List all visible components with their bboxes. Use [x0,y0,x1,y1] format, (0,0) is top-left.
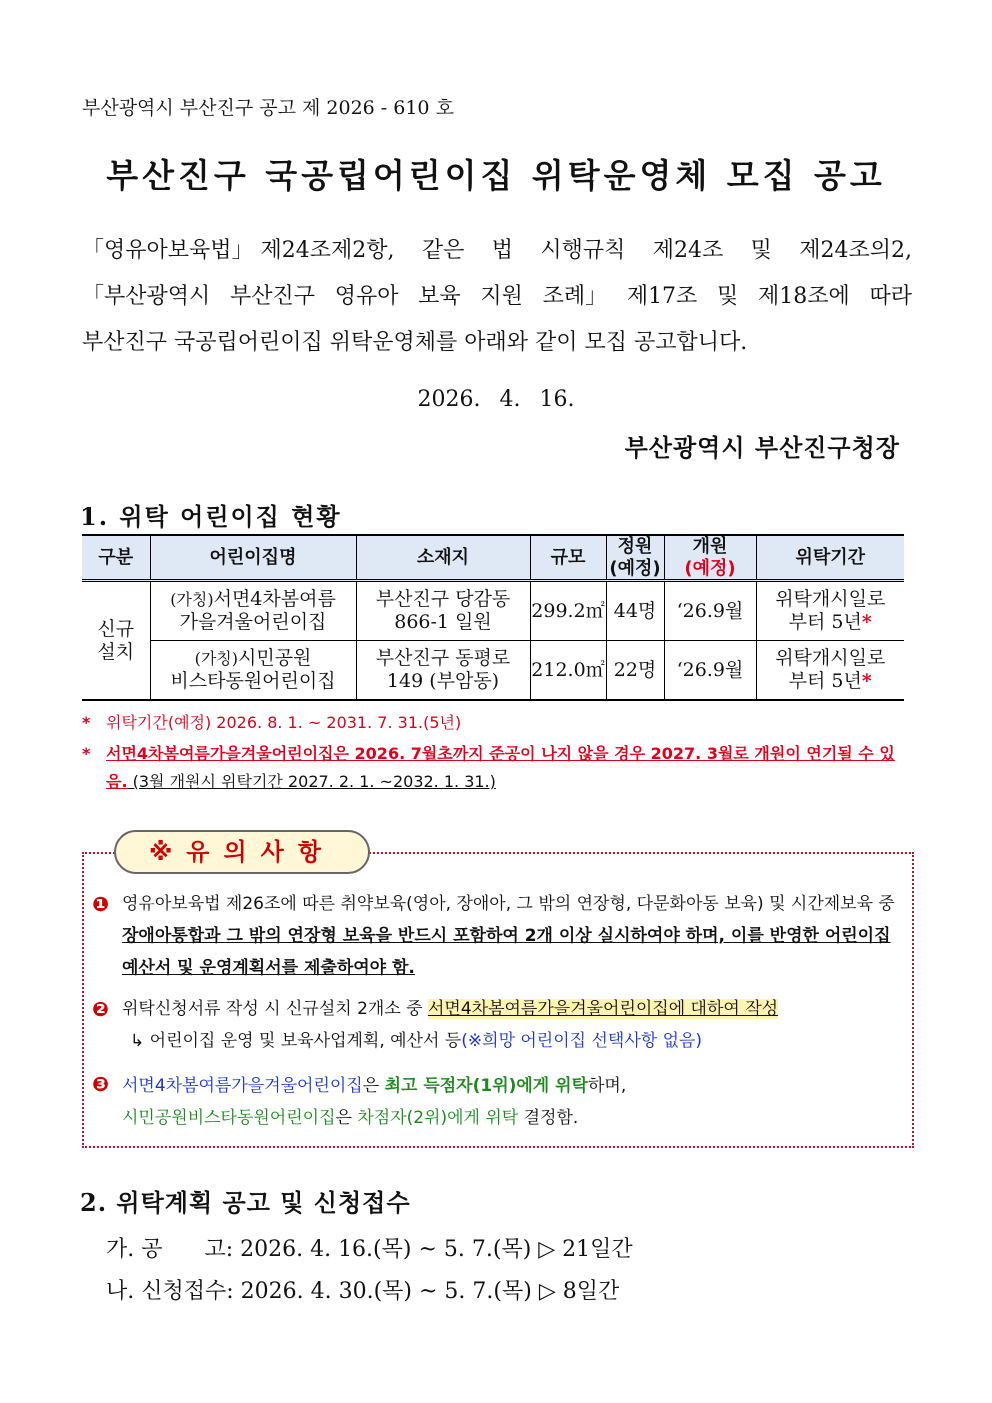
intro-word: 제24조의2, [799,238,912,263]
category-cell [82,581,150,701]
location-line-2: 866-1 일원 [394,611,492,634]
location-line-2: 149 (부암동) [386,670,500,693]
intro-word: 법 [491,238,513,263]
intro-word: 같은 [421,238,465,263]
name-line-1: 서면4차봄여름 [213,588,336,611]
category-line-2: 설치 [97,640,135,663]
intro-paragraph [82,228,912,366]
period-line-1: 위탁개시일로 [775,647,886,670]
notice-item-3 [92,1068,910,1134]
intro-word: 제24조 [652,238,724,263]
period-star: * [861,611,872,634]
intro-word: 시행규칙 [540,238,626,263]
notice-item-3-daycare-2: 시민공원비스타동원어린이집 [122,1108,336,1128]
bullet-1-icon: ❶ [92,892,109,916]
intro-word: 「부산광역시 [82,284,211,309]
footnote-mark: * [82,744,91,763]
header-opening-1: 개원 [692,536,728,557]
sub-arrow-icon: ↳ [130,1031,145,1051]
daycare-table [82,534,904,701]
name-prefix: (가칭) [170,590,214,610]
page-title: 부산진구 국공립어린이집 위탁운영체 모집 공고 [106,156,886,195]
header-location: 소재지 [356,535,530,581]
location-line-1: 부산진구 동평로 [375,647,511,670]
intro-word: 따라 [869,284,912,309]
notice-item-3-mid-2: 은 [335,1108,358,1128]
table-header-row [82,535,904,581]
table-row [82,581,904,641]
header-capacity [606,535,664,581]
location-cell [356,581,530,641]
intro-word: 영유아 [334,284,399,309]
intro-word: 및 [717,284,739,309]
schedule-item-announce: 가. 공 고: 2026. 4. 16.(목) ~ 5. 7.(목) ▷ 21일간 [106,1237,633,1262]
section-2-heading: 2. 위탁계획 공고 및 신청접수 [80,1188,411,1217]
header-size: 규모 [530,535,606,581]
notice-item-2-sub: 어린이집 운영 및 보육사업계획, 예산서 등 [149,1031,462,1051]
period-cell [756,641,904,701]
intro-word: 제18조에 [757,284,850,309]
footnote-mark: * [82,713,91,732]
header-opening [664,535,756,581]
name-line-2: 가을겨울어린이집 [179,611,327,634]
footnote-body [106,740,912,796]
intro-word: 보육 [418,284,461,309]
notice-item-1-text-b: 장애아통합과 그 밖의 연장형 보육을 반드시 포함하여 2개 이상 실시하여야 하며, 이를 반영한 어린이집 예산서 및 운영계획서를 제출하여야 함. [122,926,891,978]
notice-item-3-end-2: 결정함. [518,1108,579,1128]
intro-word: 「영유아보육법」 제24조제2항, [82,238,395,263]
name-cell [150,581,356,641]
notice-tag: ※유의사항 [114,830,370,874]
period-line-2: 부터 5년 [788,611,862,634]
footnote-text: 위탁기간(예정) 2026. 8. 1. ~ 2031. 7. 31.(5년) [106,713,462,732]
capacity-cell: 44명 [606,581,664,641]
intro-word: 조례」 [542,284,608,309]
location-cell [356,641,530,701]
capacity-cell: 22명 [606,641,664,701]
notice-item-1 [92,888,910,984]
header-category: 구분 [82,535,150,581]
table-row [82,641,904,701]
notice-item-text [122,888,910,984]
section-1-heading: 1. 위탁 어린이집 현황 [80,502,342,531]
name-line-1: 시민공원 [237,647,312,670]
notice-item-3-mid: 은 [362,1076,385,1096]
size-cell: 212.0㎡ [530,641,606,701]
bullet-3-icon: ❸ [92,1072,109,1096]
footnote-delay-period: (3월 개원시 위탁기간 2027. 2. 1. ~2032. 1. 31.) [127,772,496,791]
name-line-2: 비스타동원어린이집 [170,670,336,693]
header-capacity-1: 정원 [617,536,653,557]
notice-item-1-text-a: 영유아보육법 제26조에 따른 취약보육(영아, 장애아, 그 밖의 연장형, 다문화아동 보육) 및 시간제보육 중 [122,894,895,914]
notice-item-text [122,993,778,1025]
header-capacity-2: (예정) [609,557,661,579]
period-star: * [861,670,872,693]
intro-line-2 [82,274,912,320]
intro-word: 및 [750,238,772,263]
signature: 부산광역시 부산진구청장 [624,433,900,462]
schedule-item-apply: 나. 신청접수: 2026. 4. 30.(목) ~ 5. 7.(목) ▷ 8일간 [106,1279,620,1304]
intro-line-3: 부산진구 국공립어린이집 위탁운영체를 아래와 같이 모집 공고합니다. [82,330,748,355]
notice-number: 부산광역시 부산진구 공고 제 2026 - 610 호 [82,97,454,119]
header-opening-2: (예정) [684,557,736,579]
notice-date: 2026. 4. 16. [417,387,575,412]
notice-item-2 [92,993,910,1057]
header-name: 어린이집명 [150,535,356,581]
name-prefix: (가칭) [194,649,238,669]
intro-word: 제17조 [626,284,698,309]
notice-item-3-runner-up: 차점자(2위)에게 위탁 [357,1108,519,1128]
intro-word: 지원 [480,284,523,309]
footnote-delay [82,740,912,796]
intro-word: 부산진구 [229,284,315,309]
notice-item-2-sub-blue: (※희망 어린이집 선택사항 없음) [461,1031,703,1051]
period-cell [756,581,904,641]
notice-item-3-end: 하며, [588,1076,627,1096]
size-cell: 299.2㎡ [530,581,606,641]
category-line-1: 신규 [97,617,135,640]
location-line-1: 부산진구 당감동 [375,588,511,611]
opening-cell: ‘26.9월 [664,581,756,641]
header-period: 위탁기간 [756,535,904,581]
bullet-2-icon: ❷ [92,997,109,1021]
notice-item-2-text-b: 서면4차봄여름가을겨울어린이집에 대하여 작성 [428,999,779,1019]
notice-item-2-text-a: 위탁신청서류 작성 시 신규설치 2개소 중 [122,999,428,1019]
intro-line-1 [82,228,912,274]
footnote-delay-warning: 서면4차봄여름가을겨울어린이집은 2026. 7월초까지 준공이 나지 않을 경우 2027. 3월로 개원이 연기될 수 있음. [106,744,895,791]
footnote-period [82,710,461,733]
opening-cell: ‘26.9월 [664,641,756,701]
period-line-1: 위탁개시일로 [775,588,886,611]
notice-item-3-winner: 최고 득점자(1위)에게 위탁 [384,1076,588,1096]
period-line-2: 부터 5년 [788,670,862,693]
name-cell [150,641,356,701]
notice-item-3-daycare-1: 서면4차봄여름가을겨울어린이집 [122,1076,363,1096]
